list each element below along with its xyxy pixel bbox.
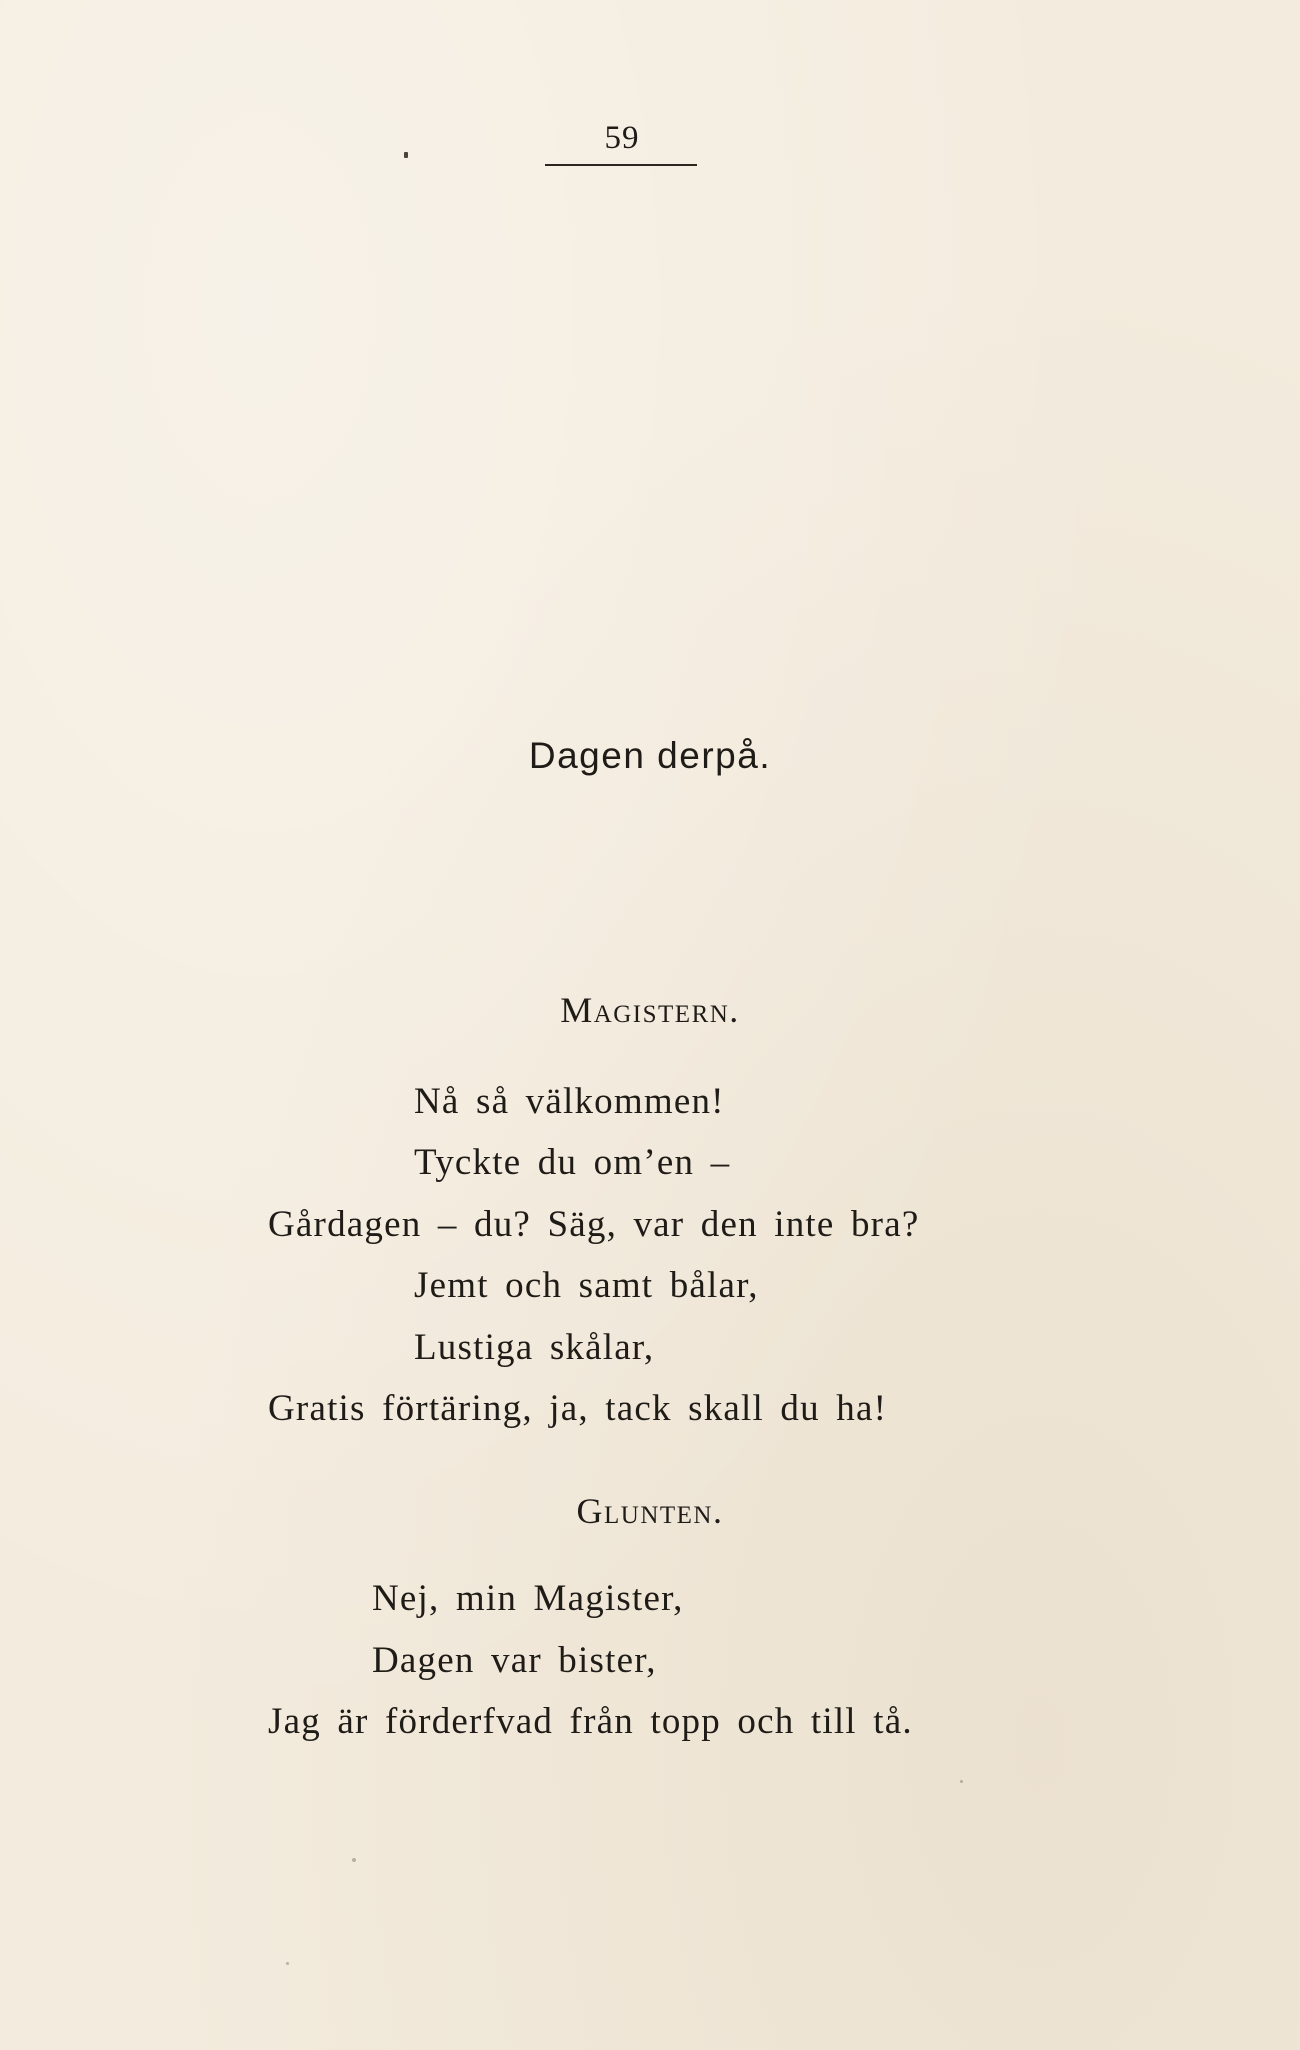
verse-line: Tyckte du om’en – [414,1142,731,1183]
verse-line: Gratis förtäring, ja, tack skall du ha! [268,1388,888,1429]
verse-line: Nå så välkommen! [414,1081,725,1122]
page-number-rule [545,164,697,166]
page-number: 59 [604,120,640,156]
paper-speck [960,1780,963,1783]
print-speck [404,152,408,158]
poem-title: Dagen derpå. [528,735,772,776]
speaker-glunten: Glunten. [576,1491,724,1531]
verse-line: Dagen var bister, [372,1640,657,1681]
verse-line: Jag är förderfvad från topp och till tå. [268,1701,913,1742]
verse-line: Nej, min Magister, [372,1578,684,1619]
speaker-magistern: Magistern. [560,990,740,1030]
paper-speck [286,1962,289,1965]
paper-speck [352,1858,356,1862]
verse-line: Gårdagen – du? Säg, var den inte bra? [268,1204,920,1245]
verse-line: Jemt och samt bålar, [414,1265,759,1306]
verse-line: Lustiga skålar, [414,1327,655,1368]
